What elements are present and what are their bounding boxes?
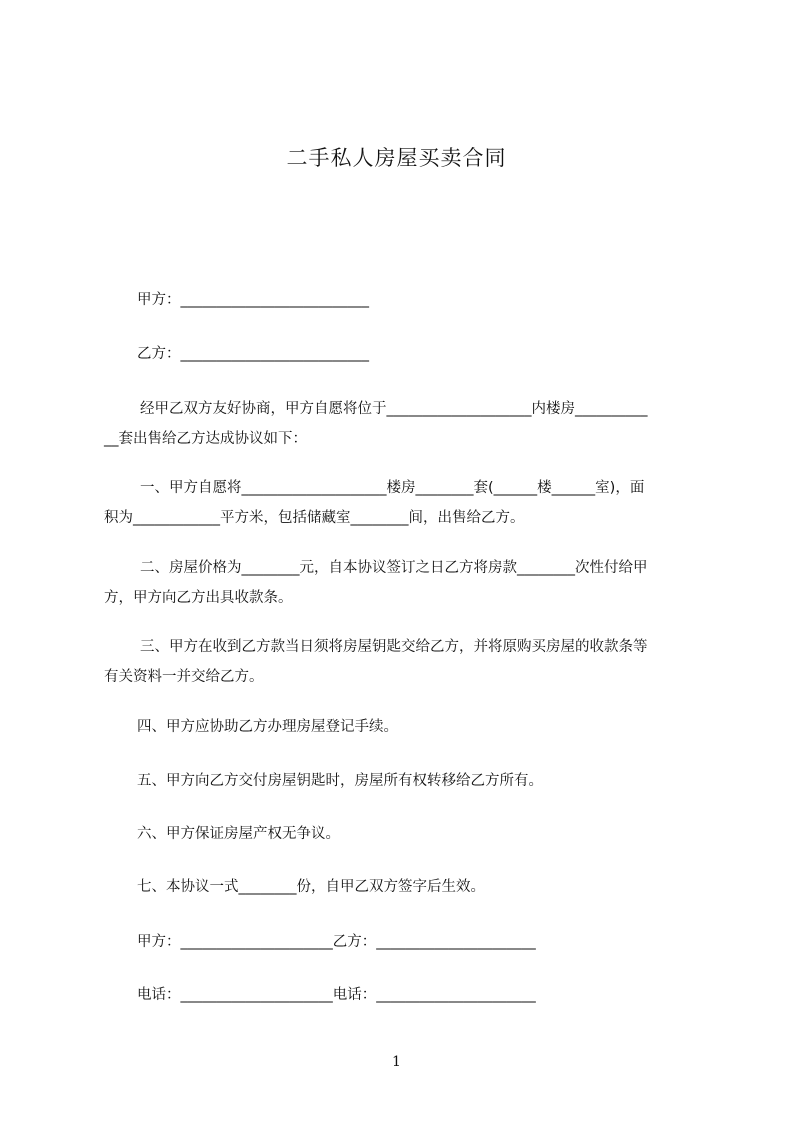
clause-4: 四、甲方应协助乙方办理房屋登记手续。 [137, 719, 398, 735]
phone-line: 电话：_____________________电话：______________________ [137, 987, 536, 1003]
clause-7: 七、本协议一式________份，自甲乙双方签字后生效。 [137, 879, 485, 895]
clause-1: 一、甲方自愿将____________________楼房________套(______楼______室)，面 积为____________平方米，包括储藏室________间，出售给乙方。 [104, 480, 645, 526]
intro-paragraph: 经甲乙双方友好协商，甲方自愿将位于____________________内楼房__________ __套出售给乙方达成协议如下： [104, 401, 648, 447]
document-title: 二手私人房屋买卖合同 [286, 146, 507, 170]
signature-line: 甲方：_____________________乙方：______________________ [137, 934, 536, 950]
clause-5: 五、甲方向乙方交付房屋钥匙时，房屋所有权转移给乙方所有。 [137, 773, 543, 789]
clause-6: 六、甲方保证房屋产权无争议。 [137, 826, 340, 842]
party-a-line: 甲方：__________________________ [137, 292, 369, 308]
clause-3: 三、甲方在收到乙方款当日须将房屋钥匙交给乙方，并将原购买房屋的收款条等 有关资料一并交给乙方。 [104, 639, 648, 685]
page-number: 1 [392, 1054, 401, 1070]
party-b-line: 乙方：__________________________ [137, 346, 369, 362]
clause-2: 二、房屋价格为________元，自本协议签订之日乙方将房款________次性付给甲 方，甲方向乙方出具收款条。 [104, 560, 648, 606]
